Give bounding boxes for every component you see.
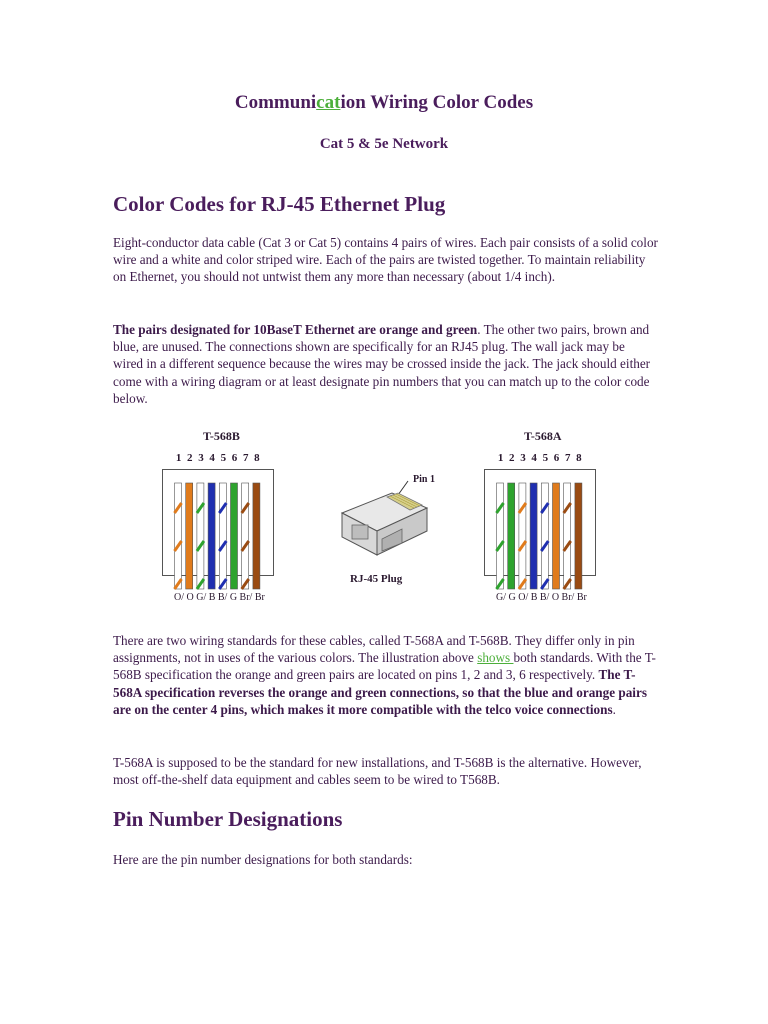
rj45-plug-icon: [332, 473, 442, 563]
standards-paragraph: [113, 632, 658, 718]
wire-brown: [253, 483, 260, 589]
shows-link[interactable]: shows: [477, 650, 514, 666]
wire-green: [508, 483, 515, 589]
pin-number: 4: [531, 452, 537, 464]
pin-number: 5: [542, 452, 549, 464]
wire-blue: [208, 483, 215, 589]
t568a-jack: [484, 469, 596, 593]
pin-number: 8: [576, 452, 582, 464]
pin-number: 1: [175, 452, 182, 464]
wire-green-striped: [497, 483, 504, 589]
pairs-paragraph: [113, 321, 658, 407]
pin-number: 6: [553, 452, 560, 464]
wire-orange: [553, 483, 560, 589]
installation-paragraph: T-568A is supposed to be the standard for new installations, and T-568B is the alternative. However, most off-the-shelf data equipment and cables seem to be wired to T568B.: [113, 755, 642, 788]
wire-blue-striped: [219, 483, 226, 589]
wire-blue: [530, 483, 537, 589]
pin-number: 4: [209, 452, 215, 464]
t568a-color-codes: G/ G O/ B B/ O Br/ Br: [496, 592, 587, 603]
wire-orange-striped: [175, 483, 182, 589]
pin1-label: Pin 1: [413, 474, 435, 485]
pins-intro-paragraph: Here are the pin number designations for both standards:: [113, 852, 413, 867]
standards-bold-text: The T-568A specification reverses the orange and green connections, so that the blue and orange pairs are on the center 4 pins, which makes it more compatible with the telco voice connections: [113, 667, 647, 717]
standards-text-a: There are two wiring standards for these cables, called T-568A and T-568B. They differ only in pin assignments, not in uses of the various colors. The illustration above: [113, 633, 635, 666]
intro-paragraph: Eight-conductor data cable (Cat 3 or Cat 5) contains 4 pairs of wires. Each pair consists of a solid color wire and a white and color striped wire. Each of the pairs are twisted together. To maintain reliability on Ethernet, you should not untwist them any more than necessary (about 1/4 inch).: [113, 235, 658, 285]
t568b-pin-numbers: [173, 452, 263, 464]
wire-green: [231, 483, 238, 589]
section-heading-rj45: Color Codes for RJ-45 Ethernet Plug: [113, 192, 446, 216]
wiring-diagram: [140, 425, 640, 610]
wire-orange: [186, 483, 193, 589]
wire-blue-striped: [541, 483, 548, 589]
pin-number: 7: [564, 452, 571, 464]
wire-brown-striped: [564, 483, 571, 589]
t568b-label: T-568B: [203, 429, 240, 443]
title-suffix: ion Wiring Color Codes: [340, 92, 534, 113]
title-highlight-link[interactable]: cat: [316, 92, 341, 113]
plug-caption: RJ-45 Plug: [350, 573, 403, 585]
pin-number: 3: [520, 452, 526, 464]
pin-number: 2: [187, 452, 193, 464]
t568b-color-codes: O/ O G/ B B/ G Br/ Br: [174, 592, 265, 603]
pin-number: 6: [231, 452, 238, 464]
wire-brown: [575, 483, 582, 589]
title-prefix: Communi: [234, 92, 317, 113]
standards-end: .: [612, 701, 616, 717]
pairs-bold-text: The pairs designated for 10BaseT Ethernet are orange and green: [113, 322, 478, 337]
pin-number: 7: [242, 452, 249, 464]
standards-text-b: both standards. With the T-568B specification the orange and green pairs are located on pins 1, 2 and 3, 6 respectively.: [113, 650, 656, 683]
t568a-pin-numbers: [495, 452, 585, 464]
pin-number: 5: [220, 452, 227, 464]
wire-green-striped: [197, 483, 204, 589]
wire-orange-striped: [519, 483, 526, 589]
wire-brown-striped: [242, 483, 249, 589]
t568b-jack: [162, 469, 274, 593]
page-subtitle: Cat 5 & 5e Network: [319, 136, 449, 152]
pin-number: 1: [497, 452, 504, 464]
pin-number: 3: [198, 452, 204, 464]
pin-number: 2: [509, 452, 515, 464]
t568a-label: T-568A: [524, 429, 562, 443]
pin-number: 8: [254, 452, 260, 464]
page-title: [0, 92, 768, 114]
pairs-rest-text: . The other two pairs, brown and blue, are unused. The connections shown are specifically for an RJ45 plug. The wall jack may be wired in a different sequence because the wires may be crossed inside the jack. The jack should either come with a wiring diagram or at least designate pin numbers that you can match up to the color code below.: [113, 322, 651, 406]
section-heading-pins: Pin Number Designations: [113, 807, 343, 831]
